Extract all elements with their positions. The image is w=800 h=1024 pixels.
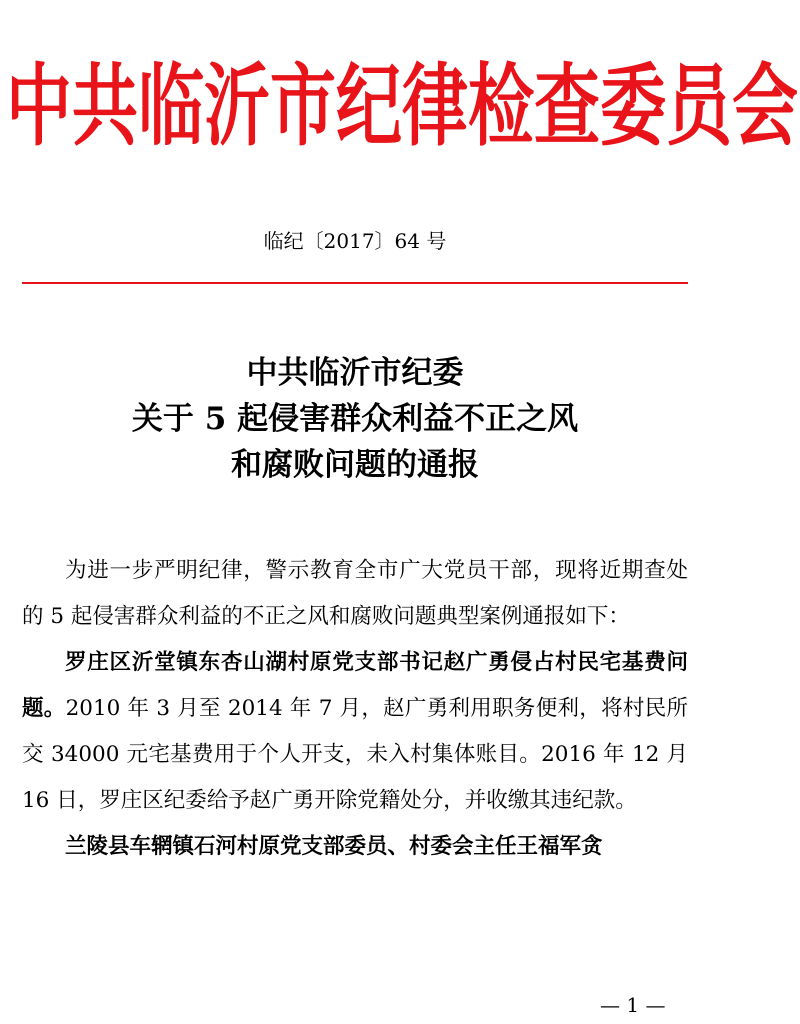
case-2-heading: 兰陵县车辋镇石河村原党支部委员、村委会主任王福军贪 [65, 834, 603, 859]
case-1-paragraph [22, 640, 688, 824]
title-line-1: 中共临沂市纪委 [246, 355, 464, 391]
page-number: — 1 — [600, 993, 666, 1017]
red-divider-line [22, 282, 688, 284]
issuer-masthead: 中共临沂市纪律检查委员会 [6, 53, 798, 159]
title-line-3: 和腐败问题的通报 [231, 447, 479, 483]
title-line-2: 关于 5 起侵害群众利益不正之风 [131, 401, 579, 437]
notice-title [0, 350, 710, 488]
document-number: 临纪〔2017〕64 号 [263, 229, 447, 253]
case-1-text: 2010 年 3 月至 2014 年 7 月，赵广勇利用职务便利，将村民所交 34000 元宅基费用于个人开支，未入村集体账目。2016 年 12 月 16 日，罗庄区纪委给予赵广勇开除党籍处分，并收缴其违纪款。 [22, 696, 688, 813]
case-1-heading: 罗庄区沂堂镇东杏山湖村原党支部书记赵广勇侵占村民宅基费问题。 [22, 650, 688, 721]
case-2-paragraph [22, 824, 688, 870]
document-body [22, 548, 688, 870]
intro-paragraph: 为进一步严明纪律，警示教育全市广大党员干部，现将近期查处的 5 起侵害群众利益的不正之风和腐败问题典型案例通报如下： [22, 558, 688, 629]
